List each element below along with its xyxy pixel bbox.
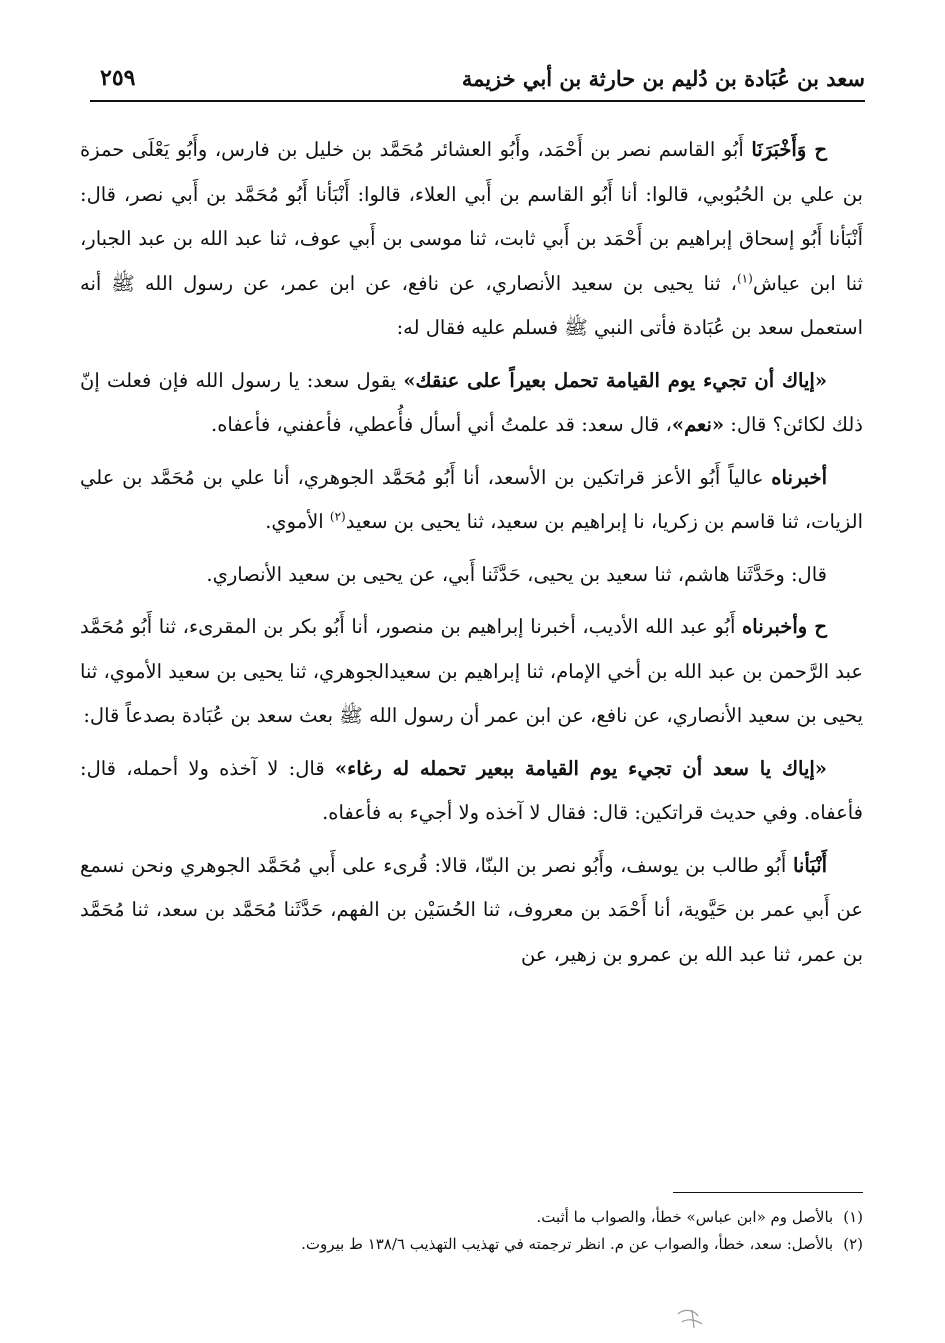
- paragraph: [80, 844, 863, 978]
- footnote: [80, 1204, 863, 1231]
- footnote-separator: [673, 1192, 863, 1193]
- footnote-number: (١): [843, 1208, 863, 1226]
- ink-mark-icon: [672, 1304, 712, 1332]
- text-segment: ح وأخبرناه: [742, 615, 827, 638]
- text-segment: «إياك أن تجيء يوم القيامة تحمل بعيراً على عنقك»: [403, 368, 828, 392]
- page-header: [100, 58, 865, 98]
- footnote-text: بالأصل: سعد، خطأ، والصواب عن م. انظر ترجمته في تهذيب التهذيب ١٣٨/٦ ط بيروت.: [301, 1235, 834, 1253]
- text-segment: ، قال سعد: قد علمتُ أني أسأل فأُعطي، فأعفني، فأعفاه.: [211, 413, 672, 436]
- paragraph: [80, 128, 863, 351]
- footnote-text: بالأصل وم «ابن عباس» خطأ، والصواب ما أثبت.: [536, 1208, 834, 1226]
- text-segment: قال: وحَدَّثَنا هاشم، ثنا سعيد بن يحيى، حَدَّثَنا أَبي، عن يحيى بن سعيد الأنصاري.: [206, 562, 827, 586]
- running-title: سعد بن عُبَادة بن دُليم بن حارثة بن أبي خزيمة: [461, 65, 865, 91]
- text-segment: يقول سعد: يا رسول الله فإن فعلت إنّ ذلك لكائن؟ قال:: [80, 368, 863, 436]
- text-segment: الأموي.: [265, 510, 330, 533]
- paragraph: [80, 605, 863, 739]
- paragraph: [80, 553, 863, 598]
- text-segment: أَبُو عبد الله الأديب، أخبرنا إبراهيم بن منصور، أنا أَبُو بكر بن المقرىء، ثنا أَبُو مُحَمَّد عبد الرَّحمن بن عبد الله بن أخي الإمام، ثنا إبراهيم بن سعيدالجوهري، ثنا يحيى بن سعيد الأموي، ثنا يحيى بن سعيد الأنصاري، عن نافع، عن ابن عمر أن رسول الله ﷺ بعث سعد بن عُبَادة بصدعاً قال:: [80, 615, 863, 727]
- text-segment: «نعم»: [671, 413, 725, 436]
- paragraph: [80, 456, 863, 545]
- text-segment: ح وَأَخْبَرَنَا: [751, 138, 827, 161]
- text-segment: أَبُو القاسم نصر بن أَحْمَد، وأَبُو العشائر مُحَمَّد بن خليل بن فارس، وأَبُو يَعْلَى حمزة بن علي بن الحُبُوبي، قالوا: أنا أَبُو القاسم بن أَبي العلاء، قالوا: أَنْبَأنا أَبُو مُحَمَّد بن أَبي نصر، قال: أَنْبَأنا أَبُو إسحاق إبراهيم بن أَحْمَد بن أَبي ثابت، ثنا موسى بن أَبي عوف، ثنا عبد الله بن عبد الجبار، ثنا ابن عياش: [80, 138, 863, 295]
- footnote: [80, 1231, 863, 1258]
- footnote-number: (٢): [843, 1235, 863, 1253]
- text-segment: قال: لا آخذه ولا أحمله، قال: فأعفاه. وفي حديث قراتكين: قال: فقال لا آخذه ولا أجيء به فأعفاه.: [80, 756, 863, 824]
- text-segment: أَبُو طالب بن يوسف، وأَبُو نصر بن البنّا، قالا: قُرىء على أَبي مُحَمَّد الجوهري ونحن نسمع عن أَبي عمر بن حَيَّوية، أنا أَحْمَد بن معروف، ثنا الحُسَيْن بن الفهم، حَدَّثَنا مُحَمَّد بن سعد، ثنا مُحَمَّد بن عمر، ثنا عبد الله بن عمرو بن زهير، عن: [80, 853, 863, 966]
- text-segment: «إياك يا سعد أن تجيء يوم القيامة ببعير تحمله له رغاء»: [334, 756, 827, 780]
- footnote-marker: (١): [736, 271, 753, 285]
- text-segment: أخبرناه: [771, 465, 827, 489]
- footnotes: [80, 1204, 863, 1258]
- text-segment: ، ثنا يحيى بن سعيد الأنصاري، عن نافع، عن ابن عمر، عن رسول الله ﷺ أنه استعمل سعد بن عُبَادة فأتى النبي ﷺ فسلم عليه فقال له:: [80, 271, 863, 339]
- footnote-marker: (٢): [329, 509, 346, 524]
- header-rule: [90, 100, 865, 102]
- page-number: ٢٥٩: [100, 65, 136, 91]
- text-segment: أَنْبَأنا: [792, 853, 827, 877]
- paragraph: [80, 747, 863, 836]
- body-text: [80, 128, 863, 977]
- paragraph: [80, 359, 863, 448]
- text-segment: عالياً أَبُو الأعز قراتكين بن الأسعد، أنا أَبُو مُحَمَّد الجوهري، أنا علي بن مُحَمَّد بن علي الزيات، ثنا قاسم بن زكريا، نا إبراهيم بن سعيد، ثنا يحيى بن سعيد: [80, 465, 863, 533]
